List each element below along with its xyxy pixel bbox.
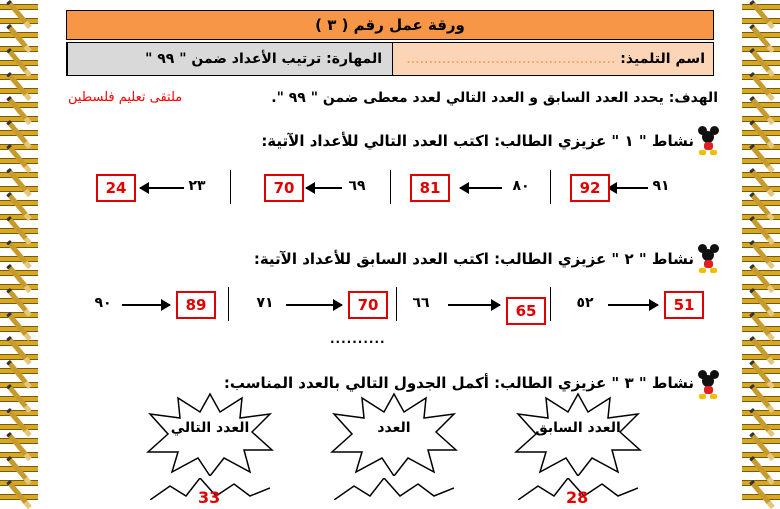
divider — [390, 170, 391, 204]
student-dots: ............................................... — [406, 51, 616, 67]
answer-box[interactable]: 81 — [410, 174, 450, 202]
given-number: ٧١ — [256, 295, 274, 311]
student-name-field[interactable] — [393, 43, 713, 75]
activity-2-title: نشاط " ٢ " عزيزي الطالب: اكتب العدد السابق للأعداد الآتية: — [253, 250, 694, 268]
cell-answer: 28 — [566, 488, 589, 507]
header-next: العدد التالي — [170, 420, 250, 436]
answer-box[interactable]: 70 — [348, 291, 388, 319]
dotted-separator: .......... — [330, 332, 386, 346]
given-number: ٢٣ — [188, 178, 206, 194]
divider — [228, 287, 229, 321]
activity-3-title: نشاط " ٣ " عزيزي الطالب: أكمل الجدول التالي بالعدد المناسب: — [223, 374, 694, 392]
starburst-header-next — [146, 392, 274, 476]
given-number: ٦٩ — [348, 178, 366, 194]
activity-1-row — [60, 174, 724, 204]
mickey-mouse-icon — [696, 244, 720, 274]
arrow-left-icon — [140, 187, 184, 189]
answer-box[interactable]: 89 — [176, 291, 216, 319]
arrow-right-icon — [608, 304, 658, 306]
answer-box[interactable]: 70 — [264, 174, 304, 202]
answer-box[interactable]: 92 — [570, 174, 610, 202]
given-number: ٥٢ — [576, 295, 594, 311]
worksheet-title: ورقة عمل رقم ( ٣ ) — [66, 10, 714, 40]
given-number: ٩١ — [652, 178, 670, 194]
answer-box[interactable]: 65 — [506, 297, 546, 325]
answer-box[interactable]: 51 — [664, 291, 704, 319]
given-number: ٨٠ — [512, 178, 530, 194]
header-number: العدد — [377, 420, 411, 436]
divider — [396, 287, 397, 321]
arrow-right-icon — [448, 304, 500, 306]
skill-label: المهارة: ترتيب الأعداد ضمن " ٩٩ " — [67, 43, 393, 75]
starburst-cell — [334, 478, 454, 504]
arrow-right-icon — [286, 304, 342, 306]
student-label: اسم التلميذ: — [620, 51, 705, 67]
activity-2-row — [60, 291, 724, 321]
forum-label: ملتقى تعليم فلسطين — [68, 90, 183, 105]
starburst-header-previous — [514, 392, 642, 476]
header-previous: العدد السابق — [535, 420, 621, 436]
divider — [230, 170, 231, 204]
mickey-mouse-icon — [696, 370, 720, 400]
divider — [550, 287, 551, 321]
starburst-header-number — [330, 392, 458, 476]
goal-text: الهدف: يحدد العدد السابق و العدد التالي لعدد معطى ضمن " ٩٩ ". — [271, 90, 718, 106]
arrow-left-icon — [460, 187, 502, 189]
given-number: ٩٠ — [94, 295, 112, 311]
answer-box[interactable]: 24 — [96, 174, 136, 202]
given-number: ٦٦ — [412, 295, 430, 311]
divider — [550, 170, 551, 204]
arrow-right-icon — [122, 304, 170, 306]
activity-1-title: نشاط " ١ " عزيزي الطالب: اكتب العدد التالي للأعداد الآتية: — [261, 132, 694, 150]
arrow-left-icon — [608, 187, 648, 189]
arrow-left-icon — [306, 187, 342, 189]
info-bar — [66, 42, 714, 76]
mickey-mouse-icon — [696, 126, 720, 156]
cell-answer: 33 — [198, 488, 221, 507]
